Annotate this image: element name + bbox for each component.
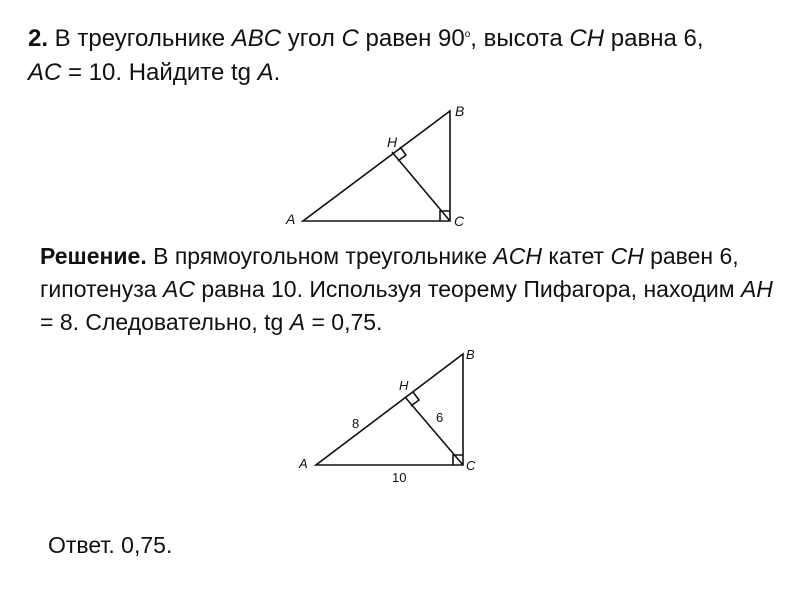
problem-number: 2. <box>28 25 49 52</box>
label-h: H <box>387 134 398 150</box>
length-ac: 10 <box>392 470 407 485</box>
vertex-name: A <box>289 309 306 335</box>
solution-text-part: = 8. Следовательно, tg <box>40 309 290 335</box>
problem-text: , высота <box>470 25 570 52</box>
label-b: B <box>455 103 465 119</box>
problem-text: угол <box>281 25 342 52</box>
segment-name: CH <box>569 25 605 52</box>
label-c: C <box>454 213 465 229</box>
label-b: B <box>466 347 475 362</box>
degree-sign: о <box>464 29 471 40</box>
solution-text-part: = 0,75. <box>305 309 383 335</box>
segment-name: CH <box>610 243 644 269</box>
triangle-name: ACH <box>493 243 542 269</box>
problem-text: равна 6, <box>604 25 704 52</box>
solution-text-part: В прямоугольном треугольнике <box>146 243 494 269</box>
triangle-figure-1 <box>303 111 450 221</box>
right-angle-mark-h <box>411 392 419 406</box>
triangle-name: ABC <box>231 25 282 52</box>
segment-name: AH <box>740 276 773 302</box>
vertex-name: C <box>341 25 359 52</box>
label-h: H <box>399 378 409 393</box>
label-a: A <box>299 456 308 471</box>
segment-name: AC <box>28 59 62 86</box>
length-ah: 8 <box>352 416 360 431</box>
problem-text: равен 90 <box>358 25 465 52</box>
label-a: A <box>286 211 296 227</box>
solution-text-part: равна 10. Используя теорему Пифагора, находим <box>194 276 741 302</box>
problem-text: = 10. Найдите tg <box>61 59 258 86</box>
solution-text <box>40 240 780 339</box>
label-c: C <box>466 458 476 473</box>
triangle-abc <box>303 111 450 221</box>
problem-text: В треугольнике <box>48 25 232 52</box>
solution-heading: Решение. <box>40 243 147 269</box>
problem-text: . <box>273 59 281 86</box>
length-ch: 6 <box>436 410 444 425</box>
vertex-name: A <box>257 59 274 86</box>
segment-name: AC <box>162 276 195 302</box>
solution-text-part: равен 6, гипотенуза <box>40 243 739 302</box>
solution-text-part: катет <box>541 243 611 269</box>
answer-text: Ответ. 0,75. <box>48 532 173 558</box>
